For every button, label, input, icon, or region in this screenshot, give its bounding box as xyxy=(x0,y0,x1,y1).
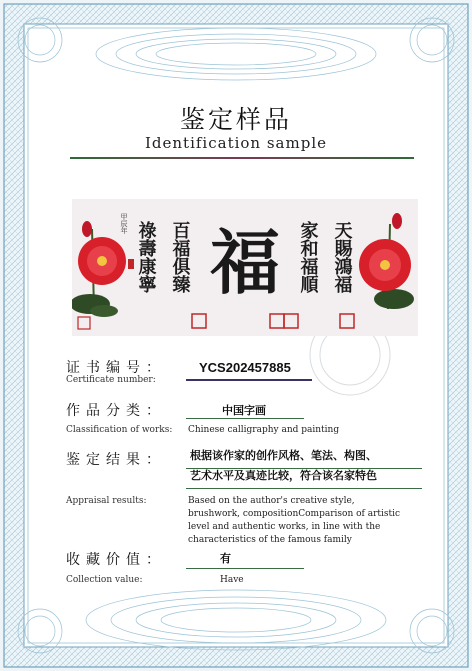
certificate-underline xyxy=(186,379,312,381)
collection-value-en: Have xyxy=(220,575,244,585)
right-couplet-1: 天賜鴻福 xyxy=(331,221,353,293)
appraisal-value-en-4: characteristics of the famous family xyxy=(188,535,352,545)
left-couplet-2: 百福俱臻 xyxy=(169,221,191,293)
right-couplet-2: 家和福順 xyxy=(297,221,319,293)
appraisal-label-en: Appraisal results: xyxy=(66,496,147,506)
inscription: 甲辰年 xyxy=(120,213,128,234)
left-couplet-1: 祿壽康寧 xyxy=(135,221,157,293)
collection-underline xyxy=(186,568,304,569)
center-character: 福 xyxy=(210,221,280,304)
certificate-number: YCS202457885 xyxy=(199,360,291,375)
calligraphy-artwork xyxy=(72,199,418,336)
appraisal-underline-2 xyxy=(186,488,422,489)
appraisal-label-cn: 鉴定结果： xyxy=(66,452,166,468)
title-english: Identification sample xyxy=(144,134,327,152)
title-divider xyxy=(70,157,414,159)
classification-label-en: Classification of works: xyxy=(66,425,173,435)
classification-value-en: Chinese calligraphy and painting xyxy=(188,425,340,435)
collection-label-en: Collection value: xyxy=(66,575,143,585)
appraisal-value-cn-1: 根据该作家的创作风格、笔法、构图、 xyxy=(190,449,377,462)
collection-label-cn: 收藏价值： xyxy=(66,552,166,568)
appraisal-value-en-2: brushwork, compositionComparison of artistic xyxy=(188,509,401,519)
certificate-label-cn: 证书编号： xyxy=(66,360,166,376)
appraisal-value-en-3: level and authentic works, in line with the xyxy=(188,522,381,532)
appraisal-value-cn-2: 艺术水平及真迹比较，符合该名家特色 xyxy=(190,469,377,482)
classification-value-cn: 中国字画 xyxy=(222,404,266,417)
classification-underline xyxy=(186,418,304,419)
appraisal-value-en-1: Based on the author's creative style, xyxy=(188,496,355,506)
seal-stamp xyxy=(128,259,134,269)
classification-label-cn: 作品分类： xyxy=(66,403,166,419)
collection-value-cn: 有 xyxy=(220,552,231,565)
certificate-label-en: Certificate number: xyxy=(66,375,156,385)
title-chinese: 鉴定样品 xyxy=(179,105,292,134)
